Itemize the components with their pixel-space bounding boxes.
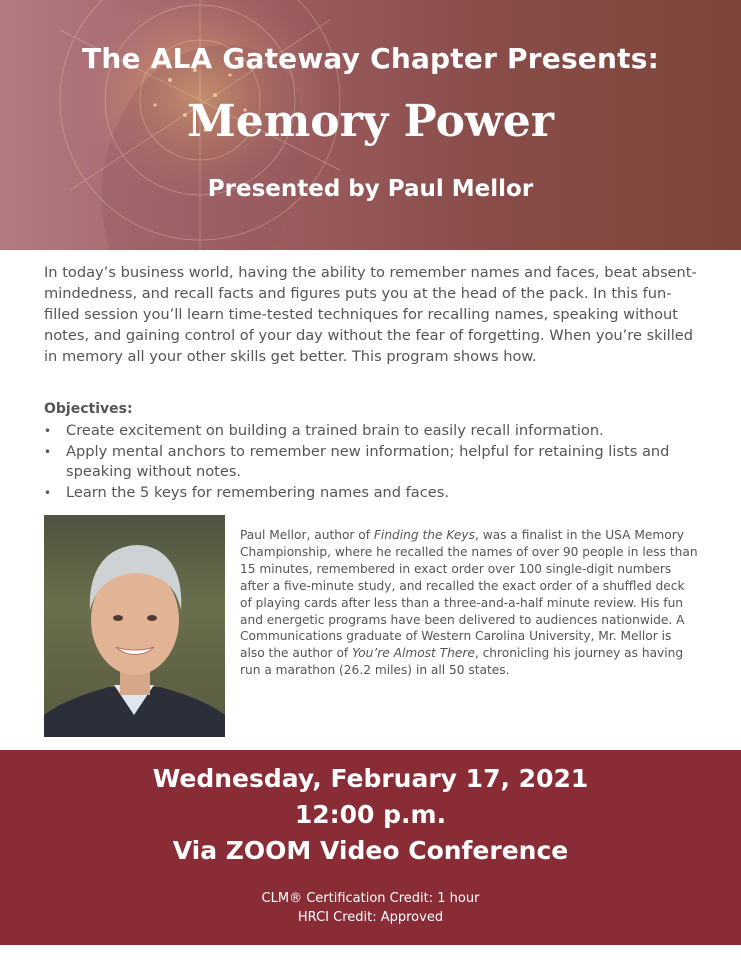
chapter-presents-heading: The ALA Gateway Chapter Presents:: [82, 42, 659, 75]
intro-paragraph: In today’s business world, having the ability to remember names and faces, beat absent-mindedness, and recall facts and figures puts you at the head of the pack. In this fun-filled session you’ll learn time-tested techniques for recalling names, speaking without notes, and gaining control of your day without the fear of forgetting. When you’re skilled in memory all your other skills get better. This program shows how.: [44, 264, 697, 365]
objective-text: Learn the 5 keys for remembering names and faces.: [66, 483, 449, 501]
hrci-credit: HRCI Credit: Approved: [297, 910, 444, 925]
bio-text: Paul Mellor, author of: [240, 528, 374, 542]
bullet-icon: •: [44, 444, 52, 459]
presenter-bio: [240, 527, 698, 679]
objective-item: [44, 442, 714, 483]
clm-credit: CLM® Certification Credit: 1 hour: [261, 891, 480, 906]
bullet-icon: •: [44, 424, 52, 438]
objectives-list: [44, 421, 714, 503]
event-title: Memory Power: [187, 96, 554, 147]
bio-text: , was a finalist in the USA Memory Championship, where he recalled the names of over 90 people in less than 15 minutes, remembered in exact order over 100 single-digit numbers after a five-minute study, and recalled the exact order of a shuffled deck of playing cards after less than a three-and-a-half minute review. His fun and energetic programs have been delivered to audiences nationwide. A Communications graduate of Western Carolina University, Mr. Mellor is also the author of: [240, 528, 698, 661]
objectives-heading: Objectives:: [44, 401, 133, 417]
presenter-line: Presented by Paul Mellor: [207, 176, 534, 202]
presenter-photo: [44, 515, 225, 737]
header-banner: [0, 0, 741, 250]
objective-item: [44, 421, 714, 442]
event-details-footer: [0, 750, 741, 945]
event-venue: Via ZOOM Video Conference: [172, 836, 569, 865]
book-title-finding-the-keys: Finding the Keys: [373, 528, 475, 542]
bullet-icon: •: [44, 485, 52, 500]
objective-item: [44, 483, 714, 504]
book-title-youre-almost-there: You’re Almost There: [352, 646, 475, 661]
presenter-portrait-illustration: [44, 515, 225, 737]
bio-text: , chronicling his journey as having run a marathon (26.2 miles) in all 50 states.: [240, 646, 684, 678]
event-date: Wednesday, February 17, 2021: [152, 764, 589, 793]
objective-text: Create excitement on building a trained brain to easily recall information.: [66, 422, 604, 439]
objective-text: Apply mental anchors to remember new information; helpful for retaining lists and speaking without notes.: [66, 442, 670, 480]
event-time: 12:00 p.m.: [294, 800, 447, 829]
